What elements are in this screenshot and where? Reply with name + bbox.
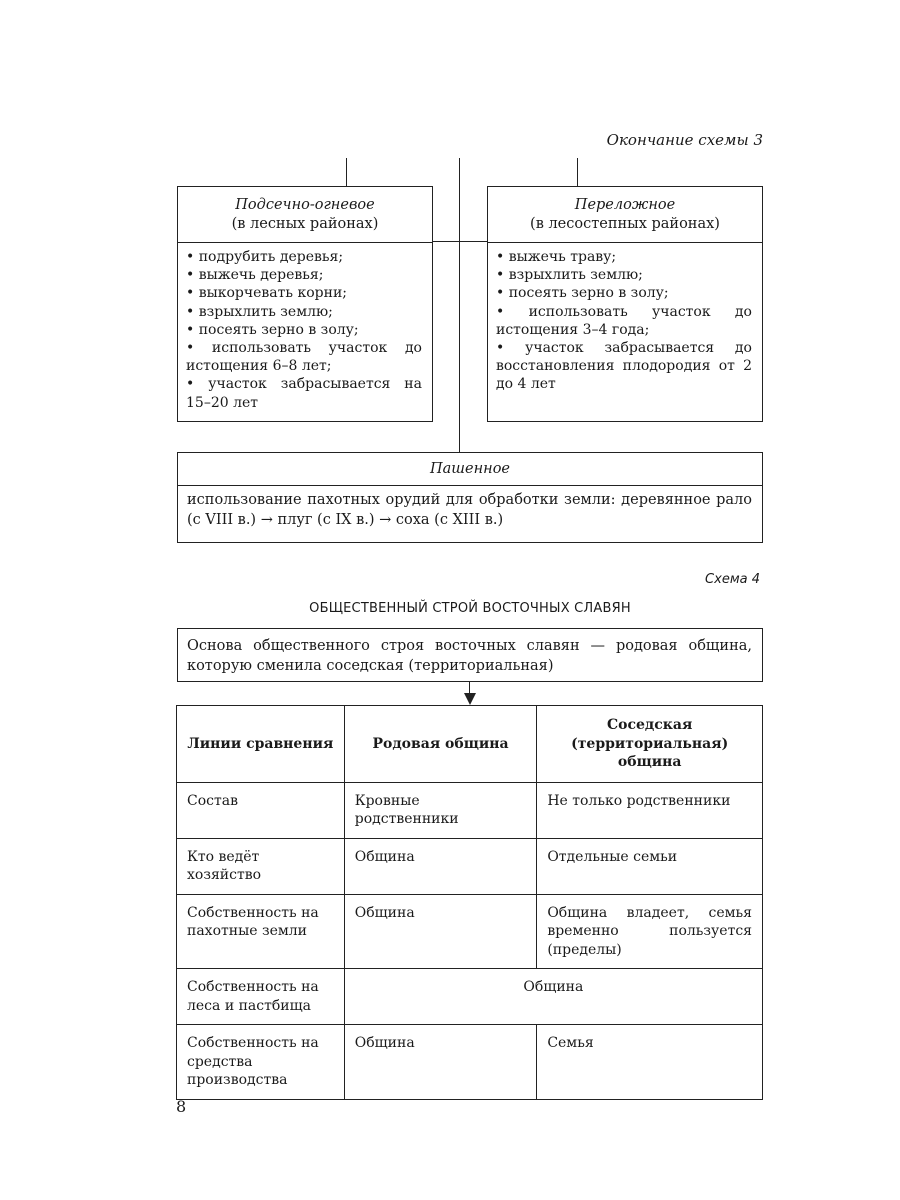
comparison-table xyxy=(176,705,763,1100)
cell-clan: Община xyxy=(344,894,537,969)
table-header-row xyxy=(177,706,763,783)
list-item: • выжечь траву; xyxy=(496,248,752,266)
intro-text: Основа общественного строя восточных славян — родовая община, которую сменила соседская (территориальная) xyxy=(187,638,752,674)
header-clan-community: Родовая община xyxy=(344,706,537,783)
list-item: • выжечь деревья; xyxy=(186,266,422,284)
fallow-header xyxy=(488,187,762,243)
scheme3-continuation-caption: Окончание схемы 3 xyxy=(606,131,763,149)
cell-neighbor: Отдельные семьи xyxy=(537,838,763,894)
cell-line: Собственность на леса и пастбища xyxy=(177,969,345,1025)
header-comparison-lines: Линии сравнения xyxy=(177,706,345,783)
slash-and-burn-title: Подсечно-огневое xyxy=(235,197,375,213)
header-neighbor-community: Соседская (территориальная) община xyxy=(537,706,763,783)
list-item: • посеять зерно в золу; xyxy=(186,321,422,339)
fallow-title: Переложное xyxy=(574,197,676,213)
cell-neighbor: Не только родственники xyxy=(537,782,763,838)
intro-box xyxy=(177,628,763,682)
slash-and-burn-header xyxy=(178,187,432,243)
list-item: • участок забрасывается на 15–20 лет xyxy=(186,375,422,411)
fallow-box xyxy=(487,186,763,422)
list-item: • участок забрасывается до восстановления плодородия от 2 до 4 лет xyxy=(496,339,752,394)
arable-text: использование пахотных орудий для обработки земли: деревянное рало (с VIII в.) → плуг (с IX в.) → соха (с XIII в.) xyxy=(187,492,752,528)
slash-and-burn-list xyxy=(178,243,432,412)
table-row xyxy=(177,782,763,838)
arable-title: Пашенное xyxy=(429,461,511,477)
cell-line: Состав xyxy=(177,782,345,838)
table-row xyxy=(177,969,763,1025)
table-row xyxy=(177,838,763,894)
list-item: • использовать участок до истощения 6–8 лет; xyxy=(186,339,422,375)
fallow-subtitle: (в лесостепных районах) xyxy=(530,216,720,232)
cell-clan: Кровные родственники xyxy=(344,782,537,838)
cell-line: Кто ведёт хозяйство xyxy=(177,838,345,894)
cell-neighbor: Община владеет, семья временно пользуется (пределы) xyxy=(537,894,763,969)
arrow-down-icon xyxy=(464,693,476,705)
scheme4-label: Схема 4 xyxy=(705,572,760,587)
cell-clan: Община xyxy=(344,1025,537,1100)
table-row xyxy=(177,1025,763,1100)
list-item: • выкорчевать корни; xyxy=(186,284,422,302)
table-row xyxy=(177,894,763,969)
cell-neighbor: Семья xyxy=(537,1025,763,1100)
list-item: • взрыхлить землю; xyxy=(496,266,752,284)
cell-line: Собственность на средства производства xyxy=(177,1025,345,1100)
slash-and-burn-box xyxy=(177,186,433,422)
scheme4-title: ОБЩЕСТВЕННЫЙ СТРОЙ ВОСТОЧНЫХ СЛАВЯН xyxy=(309,601,631,616)
cell-line: Собственность на пахотные земли xyxy=(177,894,345,969)
fallow-list xyxy=(488,243,762,394)
arable-box xyxy=(177,452,763,543)
connector-left xyxy=(346,158,347,187)
list-item: • подрубить деревья; xyxy=(186,248,422,266)
connector-horizontal xyxy=(432,241,488,242)
list-item: • посеять зерно в золу; xyxy=(496,284,752,302)
list-item: • использовать участок до истощения 3–4 года; xyxy=(496,303,752,339)
cell-clan: Община xyxy=(344,838,537,894)
slash-and-burn-subtitle: (в лесных районах) xyxy=(231,216,379,232)
cell-merged: Община xyxy=(344,969,762,1025)
page-number: 8 xyxy=(176,1097,187,1116)
connector-right xyxy=(577,158,578,187)
list-item: • взрыхлить землю; xyxy=(186,303,422,321)
arable-header xyxy=(178,453,762,486)
connector-center xyxy=(459,158,460,452)
